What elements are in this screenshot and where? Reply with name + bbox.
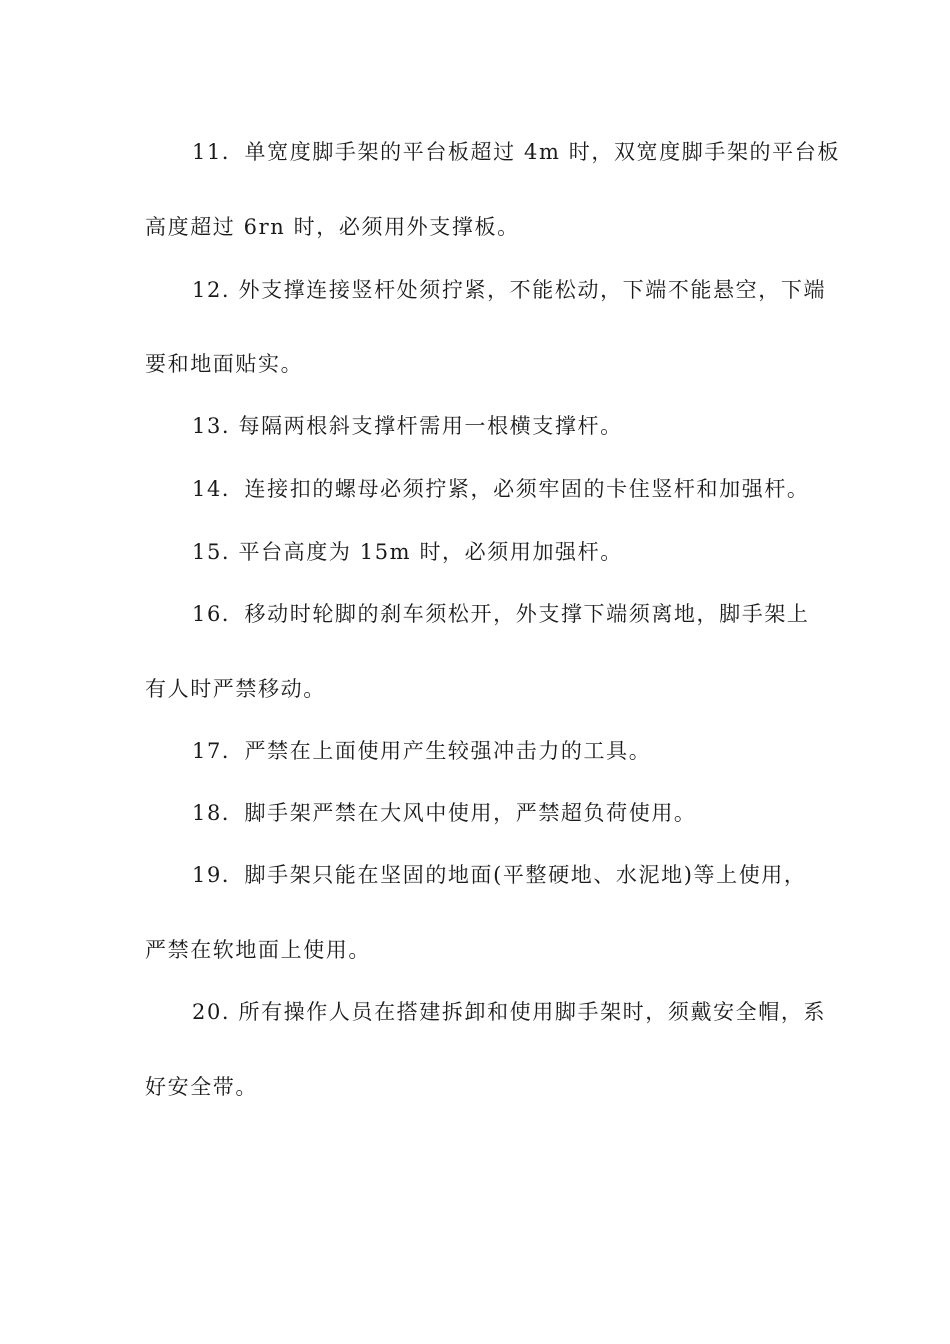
item-19-line-1: 19．脚手架只能在坚固的地面(平整硬地、水泥地)等上使用， (192, 863, 807, 887)
item-15-line-1: 15. 平台高度为 15m 时，必须用加强杆。 (192, 540, 623, 564)
item-16-line-2: 有人时严禁移动。 (145, 677, 326, 701)
item-12-line-2: 要和地面贴实。 (145, 352, 304, 376)
item-19-line-2: 严禁在软地面上使用。 (145, 938, 371, 962)
item-20-line-1: 20. 所有操作人员在搭建拆卸和使用脚手架时，须戴安全帽，系 (192, 1000, 827, 1024)
item-17-line-1: 17．严禁在上面使用产生较强冲击力的工具。 (192, 739, 652, 763)
item-14-line-1: 14．连接扣的螺母必须拧紧，必须牢固的卡住竖杆和加强杆。 (192, 477, 810, 501)
item-11-line-1: 11．单宽度脚手架的平台板超过 4m 时，双宽度脚手架的平台板 (192, 140, 840, 164)
item-20-line-2: 好安全带。 (145, 1075, 258, 1099)
item-13-line-1: 13. 每隔两根斜支撑杆需用一根横支撑杆。 (192, 414, 623, 438)
item-11-line-2: 高度超过 6rn 时，必须用外支撑板。 (145, 215, 520, 239)
item-18-line-1: 18．脚手架严禁在大风中使用，严禁超负荷使用。 (192, 801, 697, 825)
item-12-line-1: 12. 外支撑连接竖杆处须拧紧，不能松动，下端不能悬空，下端 (192, 278, 827, 302)
item-16-line-1: 16．移动时轮脚的刹车须松开，外支撑下端须离地，脚手架上 (192, 602, 810, 626)
